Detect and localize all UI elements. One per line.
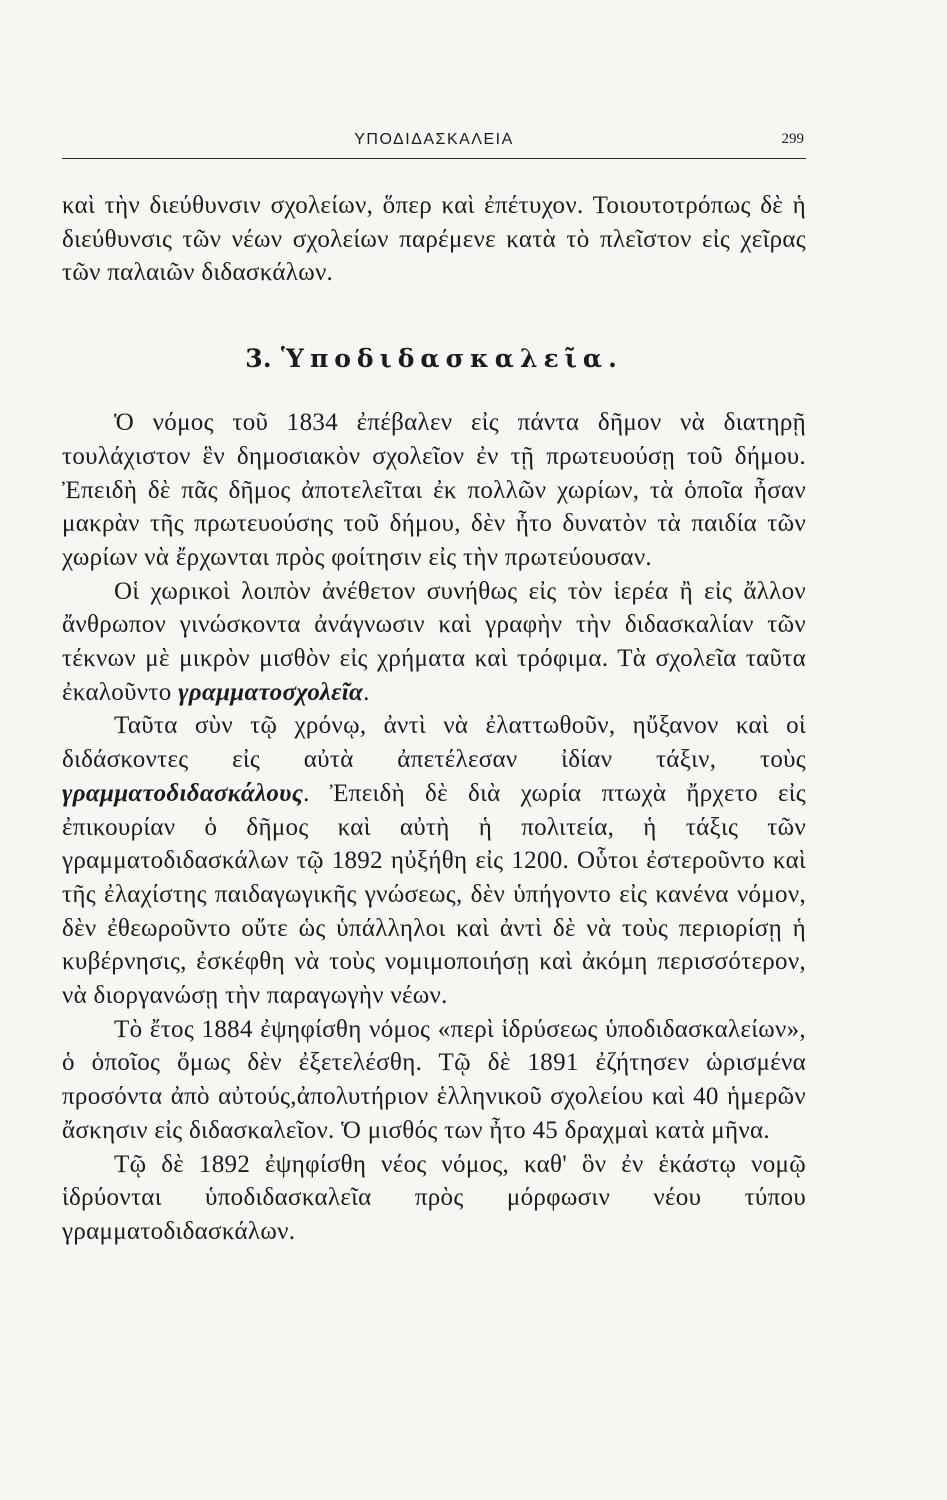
section-heading bbox=[62, 342, 806, 376]
running-header bbox=[62, 128, 806, 159]
paragraph-law-1892: Τῷ δὲ 1892 ἐψηφίσθη νέος νόμος, καθ' ὃν ἐν ἑκάστῳ νομῷ ἱδρύονται ὑποδιδασκαλεῖα πρὸς μόρφωσιν νέου τύπου γραμματοδιδασκάλων. bbox=[62, 1150, 806, 1245]
paragraph-teachers-text: Ταῦτα σὺν τῷ χρόνῳ, ἀντὶ νὰ ἐλαττωθοῦν, ηὔξανον καὶ οἱ διδάσκοντες εἰς αὐτὰ ἀπετέλεσαν ἰδίαν τάξιν, τοὺς bbox=[62, 712, 806, 774]
paragraph-villagers bbox=[62, 575, 806, 710]
section-title: Ὑποδιδασκαλεῖα. bbox=[280, 344, 623, 374]
emphasis-grammatoscholeia: γραμματοσχολεῖα bbox=[178, 678, 364, 706]
section-number: 3. bbox=[245, 344, 272, 374]
running-title: ΥΠΟΔΙΔΑΣΚΑΛΕΙΑ bbox=[354, 131, 514, 148]
paragraph-teachers bbox=[62, 709, 806, 1012]
emphasis-grammatodidaskalous: γραμματοδιδασκάλους bbox=[62, 779, 304, 807]
paragraph-law-1884: Τὸ ἔτος 1884 ἐψηφίσθη νόμος «περὶ ἱδρύσεως ὑποδιδασκαλείων», ὁ ὁποῖος ὅμως δὲν ἐξετελέσθη. Τῷ δὲ 1891 ἐζήτησεν ὡρισμένα προσόντα ἀπὸ αὐτούς,ἀπολυτήριον ἑλληνικοῦ σχολείου καὶ 40 ἡμερῶν ἄσκησιν εἰς διδασκαλεῖον. Ὁ μισθός των ἦτο 45 δραχμαὶ κατὰ μῆνα. bbox=[62, 1015, 806, 1144]
paragraph-villagers-text: Οἱ χωρικοὶ λοιπὸν ἀνέθετον συνήθως εἰς τὸν ἱερέα ἢ εἰς ἄλλον ἄνθρωπον γινώσκοντα ἀνάγνωσιν καὶ γραφὴν τὴν διδασκαλίαν τῶν τέκνων μὲ μικρὸν μισθὸν εἰς χρήματα καὶ τρόφιμα. Τὰ σχολεῖα ταῦτα ἐκαλοῦντο bbox=[62, 577, 806, 706]
page-number: 299 bbox=[781, 131, 804, 147]
book-page bbox=[62, 128, 806, 1249]
paragraph-law-1834: Ὁ νόμος τοῦ 1834 ἐπέβαλεν εἰς πάντα δῆμον νὰ διατηρῇ τουλάχιστον ἓν δημοσιακὸν σχολεῖον ἐν τῇ πρωτευούσῃ τοῦ δήμου. Ἐπειδὴ δὲ πᾶς δῆμος ἀποτελεῖται ἐκ πολλῶν χωρίων, τὰ ὁποῖα ἦσαν μακρὰν τῆς πρωτευούσης τοῦ δήμου, δὲν ἦτο δυνατὸν τὰ παιδία τῶν χωρίων νὰ ἔρχωνται πρὸς φοίτησιν εἰς τὴν πρωτεύουσαν. bbox=[62, 409, 806, 571]
body-text bbox=[62, 189, 806, 1249]
paragraph-continuation: καὶ τὴν διεύθυνσιν σχολείων, ὅπερ καὶ ἐπέτυχον. Τοιουτοτρόπως δὲ ἡ διεύθυνσις τῶν νέων σχολείων παρέμενε κατὰ τὸ πλεῖστον εἰς χεῖρας τῶν παλαιῶν διδασκάλων. bbox=[62, 192, 806, 287]
paragraph-teachers-rest: . Ἐπειδὴ δὲ διὰ χωρία πτωχὰ ἤρχετο εἰς ἐπικουρίαν ὁ δῆμος καὶ αὐτὴ ἡ πολιτεία, ἡ τάξις τῶν γραμματοδιδασκάλων τῷ 1892 ηὐξήθη εἰς 1200. Οὗτοι ἐστεροῦντο καὶ τῆς ἐλαχίστης παιδαγωγικῆς γνώσεως, δὲν ὑπήγοντο εἰς κανένα νόμον, δὲν ἐθεωροῦντο οὔτε ὡς ὑπάλληλοι καὶ ἀντὶ δὲ νὰ τοὺς περιορίσῃ ἡ κυβέρνησις, ἐσκέφθη νὰ τοὺς νομιμοποιήσῃ καὶ ἀκόμη περισσότερον, νὰ διοργανώσῃ τὴν παραγωγὴν νέων. bbox=[62, 779, 806, 1010]
paragraph-villagers-end: . bbox=[363, 678, 370, 706]
